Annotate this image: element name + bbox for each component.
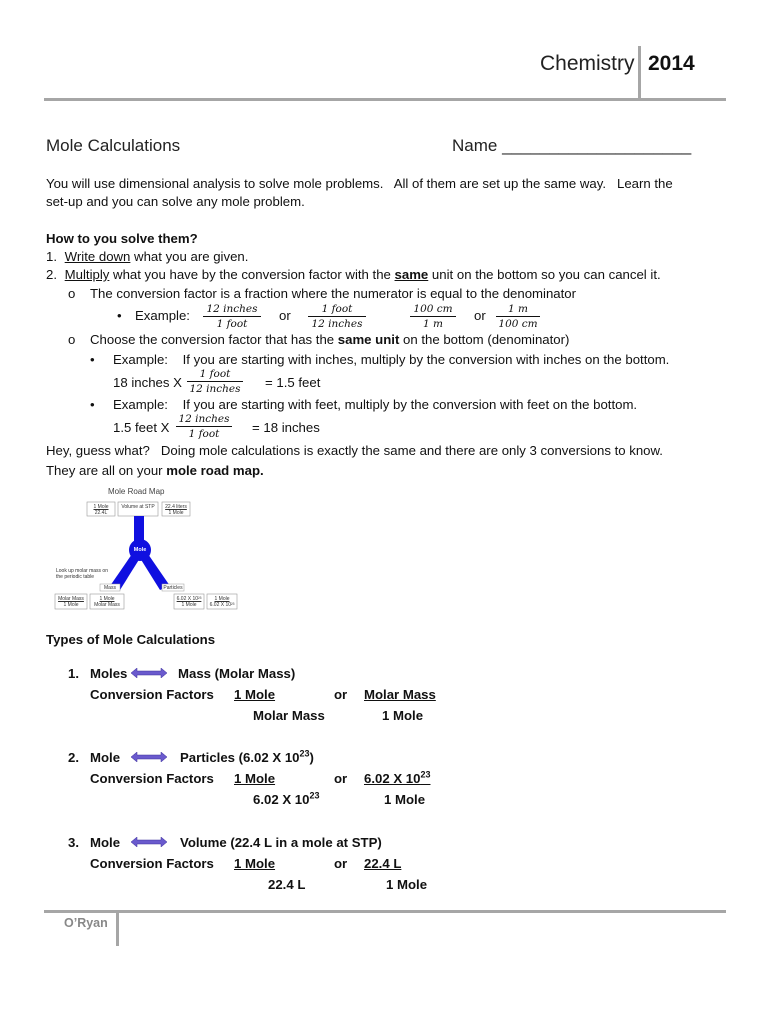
fraction-12in-1ft: 12 inches 1 foot bbox=[203, 303, 261, 330]
footer-author: O’Ryan bbox=[64, 916, 108, 930]
sub-bullet-1: The conversion factor is a fraction where the numerator is equal to the denominator bbox=[90, 286, 576, 301]
section-title: Mole Calculations bbox=[46, 136, 181, 155]
step-2-rest: unit on the bottom so you can cancel it. bbox=[428, 267, 661, 282]
header-title: Chemistry bbox=[540, 52, 635, 75]
bullet-dot-icon: • bbox=[117, 308, 122, 323]
map-box-tr: 22.4 liters 1 Mole bbox=[165, 504, 187, 516]
type-3-left: Mole bbox=[90, 835, 121, 850]
map-side-note: Look up molar mass on the periodic table bbox=[56, 568, 108, 580]
step-1-underlined: Write down bbox=[64, 249, 131, 264]
map-mass-label: Mass bbox=[104, 585, 116, 591]
step-1-num: 1. bbox=[46, 249, 57, 264]
type-2-num: 2. bbox=[68, 750, 79, 765]
footer-rule bbox=[44, 910, 726, 913]
example-1-lhs: 18 inches X bbox=[113, 375, 182, 390]
type-3-f1-num: 1 Mole bbox=[234, 856, 276, 871]
example-2-text: Example: If you are starting with feet, multiply by the conversion with feet on the bottom. bbox=[113, 397, 638, 412]
example-2-fraction: 12 inches 1 foot bbox=[176, 413, 232, 440]
type-3-num: 3. bbox=[68, 835, 79, 850]
bullet-dot-icon: • bbox=[90, 352, 95, 367]
type-3-or: or bbox=[334, 856, 348, 871]
map-box-br1: 6.02 X 10²³ 1 Mole bbox=[176, 596, 202, 608]
type-1-f2-num: Molar Mass bbox=[364, 687, 436, 702]
map-box-bl1: Molar Mass 1 Mole bbox=[58, 596, 84, 608]
header-year: 2014 bbox=[648, 52, 695, 75]
sub-bullet-circle-icon: o bbox=[68, 286, 76, 301]
type-1-f1-num: 1 Mole bbox=[234, 687, 276, 702]
fraction-1ft-12in: 1 foot 12 inches bbox=[308, 303, 366, 330]
or-text-2: or bbox=[474, 308, 486, 323]
type-1-f1-den: Molar Mass bbox=[253, 708, 325, 723]
road-map-title: Mole Road Map bbox=[108, 487, 165, 496]
type-3-right: Volume (22.4 L in a mole at STP) bbox=[180, 835, 382, 850]
step-2-bold: same bbox=[394, 267, 429, 282]
type-3-f2-den: 1 Mole bbox=[386, 877, 428, 892]
step-1-rest: what you are given. bbox=[130, 249, 249, 264]
double-arrow-icon bbox=[131, 752, 167, 762]
type-2-right: Particles (6.02 X $10^{23}$) bbox=[180, 748, 314, 765]
mole-road-map bbox=[54, 486, 238, 614]
name-field[interactable]: Name ____________________ bbox=[452, 136, 692, 155]
type-1-right: Mass (Molar Mass) bbox=[178, 666, 296, 681]
example-2-lhs: 1.5 feet X bbox=[113, 420, 170, 435]
example-1-fraction: 1 foot 12 inches bbox=[187, 368, 243, 395]
type-2-f1-num: 1 Mole bbox=[234, 771, 276, 786]
map-box-br2: 1 Mole 6.02 X 10²³ bbox=[209, 596, 235, 608]
intro-line-2: set-up and you can solve any mole problem. bbox=[46, 194, 305, 209]
double-arrow-icon bbox=[131, 837, 167, 847]
step-2 bbox=[46, 266, 661, 284]
map-box-tm: Volume at STP bbox=[121, 504, 155, 510]
step-2-mid: what you have by the conversion factor with the bbox=[109, 267, 395, 282]
step-1 bbox=[46, 248, 248, 266]
sub-bullet-2: Choose the conversion factor that has the same unit on the bottom (denominator) bbox=[90, 332, 570, 347]
type-2-left: Mole bbox=[90, 750, 121, 765]
type-2-f2-num: 6.02 X $10^{23}$ bbox=[364, 769, 431, 786]
hey-line-1: Hey, guess what? Doing mole calculations is exactly the same and there are only 3 conversions to know. bbox=[46, 443, 663, 458]
or-text-1: or bbox=[279, 308, 291, 323]
bullet-dot-icon: • bbox=[90, 397, 95, 412]
type-3-f2-num: 22.4 L bbox=[364, 856, 402, 871]
types-heading: Types of Mole Calculations bbox=[46, 632, 216, 647]
map-center-label: Mole bbox=[133, 547, 147, 553]
step-2-underlined: Multiply bbox=[64, 267, 110, 282]
header-divider bbox=[638, 46, 641, 100]
type-3-cf-label: Conversion Factors bbox=[90, 856, 214, 871]
type-2-f2-den: 1 Mole bbox=[384, 792, 426, 807]
type-2-f1-den: 6.02 X $10^{23}$ bbox=[253, 790, 320, 807]
fraction-1m-100cm: $\frac{1 m}{100 cm}$ bbox=[496, 303, 540, 330]
how-to-heading: How to you solve them? bbox=[46, 231, 198, 246]
map-box-tl: 1 Mole 22.4L bbox=[93, 504, 109, 516]
type-1-cf-label: Conversion Factors bbox=[90, 687, 214, 702]
type-2-or: or bbox=[334, 771, 348, 786]
example-2-rhs: = 18 inches bbox=[252, 420, 320, 435]
type-1-left: Moles bbox=[90, 666, 128, 681]
type-1-or: or bbox=[334, 687, 348, 702]
example-label: Example: bbox=[135, 308, 190, 323]
type-3-f1-den: 22.4 L bbox=[268, 877, 306, 892]
hey-line-2: They are all on your mole road map. bbox=[46, 463, 264, 478]
type-2-cf-label: Conversion Factors bbox=[90, 771, 214, 786]
double-arrow-icon bbox=[131, 668, 167, 678]
header-rule bbox=[44, 98, 726, 101]
type-1-num: 1. bbox=[68, 666, 79, 681]
fraction-100cm-1m: $\frac{100 cm}{1 m}$ bbox=[410, 303, 456, 330]
footer-divider bbox=[116, 910, 119, 946]
map-box-bl2: 1 Mole Molar Mass bbox=[94, 596, 120, 608]
example-1-text: Example: If you are starting with inches, multiply by the conversion with inches on the bottom. bbox=[113, 352, 670, 367]
example-1-rhs: = 1.5 feet bbox=[265, 375, 321, 390]
map-particles-label: Particles bbox=[163, 585, 183, 591]
sub-bullet-circle-icon: o bbox=[68, 332, 76, 347]
type-1-f2-den: 1 Mole bbox=[382, 708, 424, 723]
intro-line-1: You will use dimensional analysis to solve mole problems. All of them are set up the same way. Learn the bbox=[46, 176, 673, 191]
step-2-num: 2. bbox=[46, 267, 57, 282]
